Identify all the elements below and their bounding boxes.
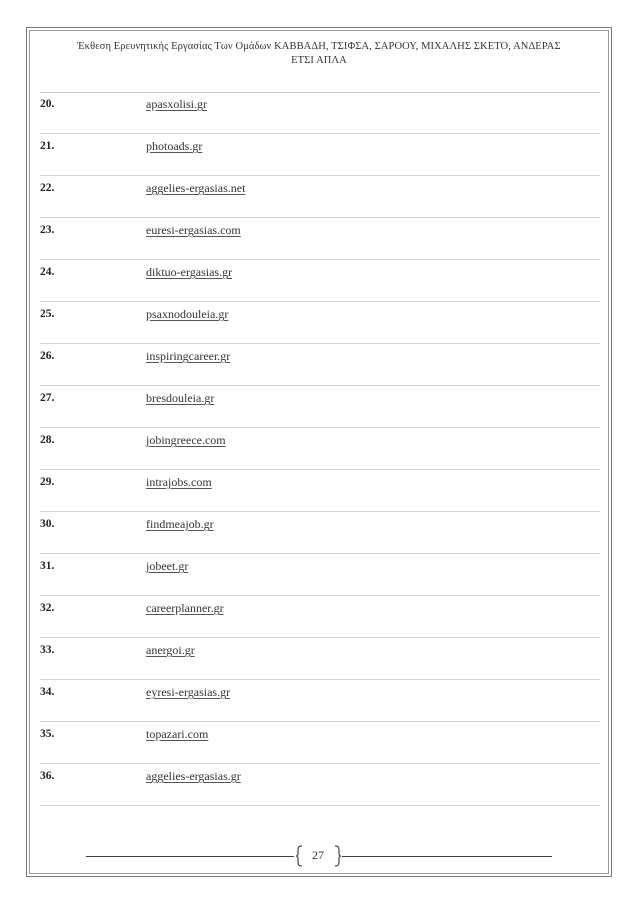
table-row bbox=[40, 92, 600, 134]
row-number: 32. bbox=[40, 602, 55, 614]
website-link[interactable]: psaxnodouleia.gr bbox=[146, 307, 229, 321]
table-row bbox=[40, 176, 600, 218]
website-link[interactable]: anergoi.gr bbox=[146, 643, 195, 657]
website-list-table bbox=[40, 92, 600, 806]
row-number: 28. bbox=[40, 434, 55, 446]
row-number: 20. bbox=[40, 98, 55, 110]
table-row bbox=[40, 260, 600, 302]
table-row bbox=[40, 218, 600, 260]
website-link[interactable]: eyresi-ergasias.gr bbox=[146, 685, 231, 699]
row-number: 25. bbox=[40, 308, 55, 320]
row-number: 30. bbox=[40, 518, 55, 530]
table-row bbox=[40, 638, 600, 680]
left-brace-icon bbox=[295, 845, 303, 867]
website-link[interactable]: findmeajob.gr bbox=[146, 517, 214, 531]
row-number: 24. bbox=[40, 266, 55, 278]
website-link[interactable]: jobeet.gr bbox=[146, 559, 189, 573]
row-number: 23. bbox=[40, 224, 55, 236]
table-row bbox=[40, 302, 600, 344]
row-number: 29. bbox=[40, 476, 55, 488]
footer-rule-left bbox=[86, 856, 294, 857]
footer-rule-right bbox=[342, 856, 552, 857]
row-number: 27. bbox=[40, 392, 55, 404]
table-row bbox=[40, 764, 600, 806]
table-row bbox=[40, 554, 600, 596]
website-link[interactable]: aggelies-ergasias.gr bbox=[146, 769, 241, 783]
website-link[interactable]: jobingreece.com bbox=[146, 433, 226, 447]
table-row bbox=[40, 596, 600, 638]
website-link[interactable]: apasxolisi.gr bbox=[146, 97, 207, 111]
table-row bbox=[40, 344, 600, 386]
table-row bbox=[40, 680, 600, 722]
website-link[interactable]: diktuo-ergasias.gr bbox=[146, 265, 233, 279]
table-row bbox=[40, 386, 600, 428]
page-number: 27 bbox=[312, 848, 324, 862]
table-row bbox=[40, 428, 600, 470]
row-number: 31. bbox=[40, 560, 55, 572]
row-number: 33. bbox=[40, 644, 55, 656]
row-number: 36. bbox=[40, 770, 55, 782]
row-number: 26. bbox=[40, 350, 55, 362]
website-link[interactable]: euresi-ergasias.com bbox=[146, 223, 241, 237]
website-link[interactable]: careerplanner.gr bbox=[146, 601, 224, 615]
table-row bbox=[40, 134, 600, 176]
website-link[interactable]: inspiringcareer.gr bbox=[146, 349, 231, 363]
table-row bbox=[40, 512, 600, 554]
website-link[interactable]: aggelies-ergasias.net bbox=[146, 181, 246, 195]
row-number: 35. bbox=[40, 728, 55, 740]
table-row bbox=[40, 470, 600, 512]
right-brace-icon bbox=[334, 845, 342, 867]
row-number: 34. bbox=[40, 686, 55, 698]
website-link[interactable]: bresdouleia.gr bbox=[146, 391, 215, 405]
page-footer bbox=[86, 846, 552, 866]
row-number: 21. bbox=[40, 140, 55, 152]
website-link[interactable]: photoads.gr bbox=[146, 139, 203, 153]
header-title-line1: Έκθεση Ερευνητικής Εργασίας Των Ομάδων ΚΑΒΒΑΔΗ, ΤΣΙΦΣΑ, ΣΑΡΟΟΥ, ΜΙΧΑΛΗΣ ΣΚΕΤΟ, ΑΝΔΕΡΑΣ bbox=[77, 41, 561, 52]
website-link[interactable]: topazari.com bbox=[146, 727, 209, 741]
running-header bbox=[60, 40, 578, 68]
header-title-line2: ΕΤΣΙ ΑΠΛΑ bbox=[291, 55, 347, 66]
row-number: 22. bbox=[40, 182, 55, 194]
table-row bbox=[40, 722, 600, 764]
website-link[interactable]: intrajobs.com bbox=[146, 475, 212, 489]
